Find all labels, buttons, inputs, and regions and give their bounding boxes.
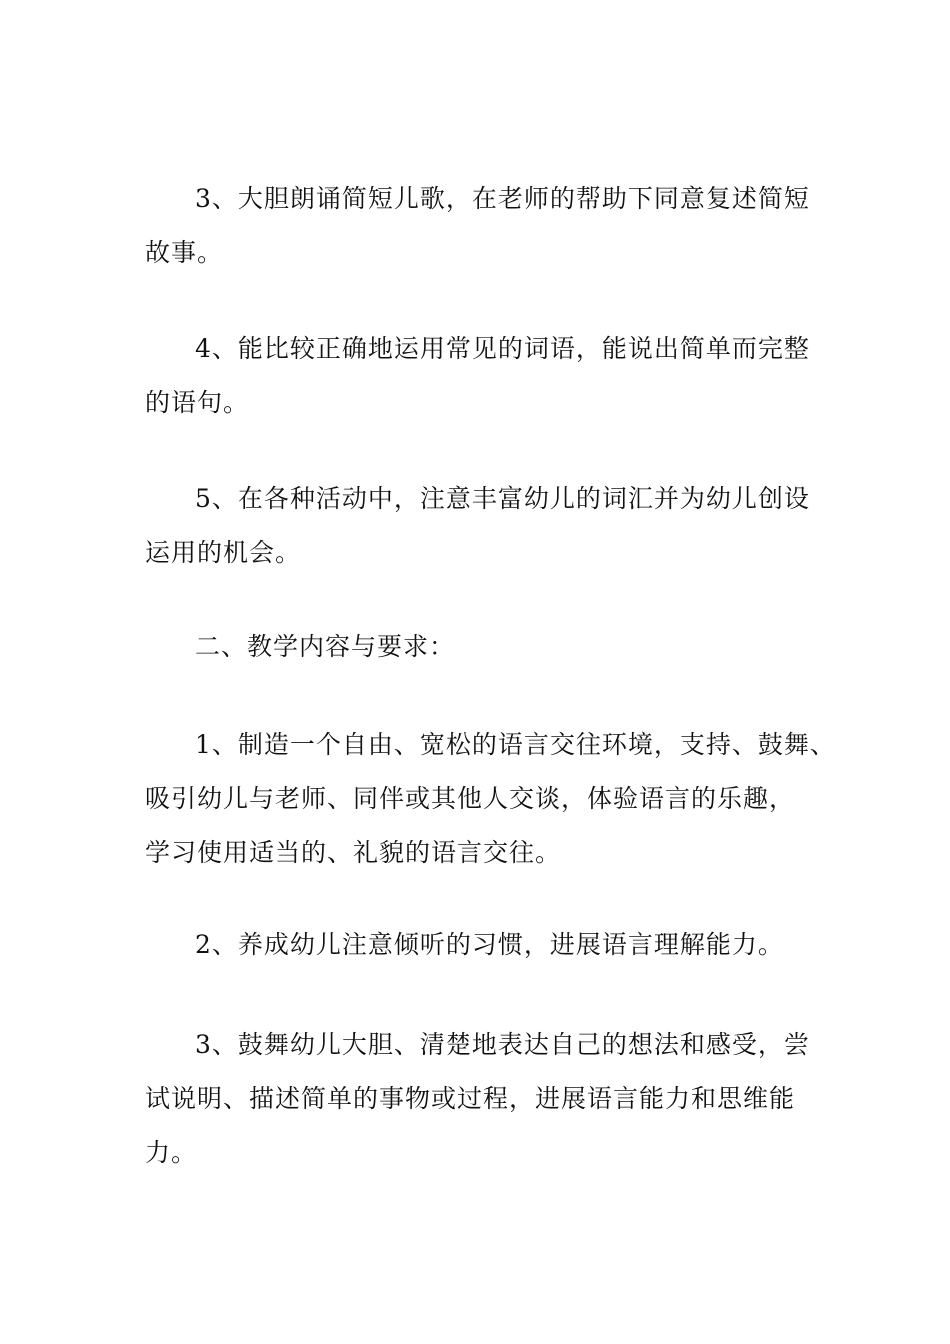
text-line: 1、制造一个自由、宽松的语言交往环境，支持、鼓舞、 bbox=[195, 730, 836, 759]
heading-text: 二、教学内容与要求： bbox=[195, 632, 456, 661]
paragraph-goal-5 bbox=[145, 472, 825, 580]
text-line: 故事。 bbox=[145, 238, 224, 267]
paragraph-content-2 bbox=[145, 918, 825, 972]
text-line: 4、能比较正确地运用常见的词语，能说出简单而完整 bbox=[195, 334, 810, 363]
paragraph-goal-4 bbox=[145, 322, 825, 430]
text-line: 试说明、描述简单的事物或过程，进展语言能力和思维能 bbox=[145, 1084, 796, 1113]
text-line: 3、鼓舞幼儿大胆、清楚地表达自己的想法和感受，尝 bbox=[195, 1030, 810, 1059]
paragraph-content-3 bbox=[145, 1018, 825, 1180]
text-line: 力。 bbox=[145, 1138, 198, 1167]
text-line: 3、大胆朗诵简短儿歌，在老师的帮助下同意复述简短 bbox=[195, 184, 810, 213]
text-line: 吸引幼儿与老师、同伴或其他人交谈，体验语言的乐趣， bbox=[145, 784, 796, 813]
text-line: 5、在各种活动中，注意丰富幼儿的词汇并为幼儿创设 bbox=[195, 484, 810, 513]
text-line: 运用的机会。 bbox=[145, 538, 302, 567]
text-line: 的语句。 bbox=[145, 388, 250, 417]
text-line: 2、养成幼儿注意倾听的习惯，进展语言理解能力。 bbox=[195, 930, 784, 959]
paragraph-goal-3 bbox=[145, 172, 825, 280]
section-heading bbox=[145, 620, 825, 674]
text-line: 学习使用适当的、礼貌的语言交往。 bbox=[145, 838, 562, 867]
paragraph-content-1 bbox=[145, 718, 836, 880]
